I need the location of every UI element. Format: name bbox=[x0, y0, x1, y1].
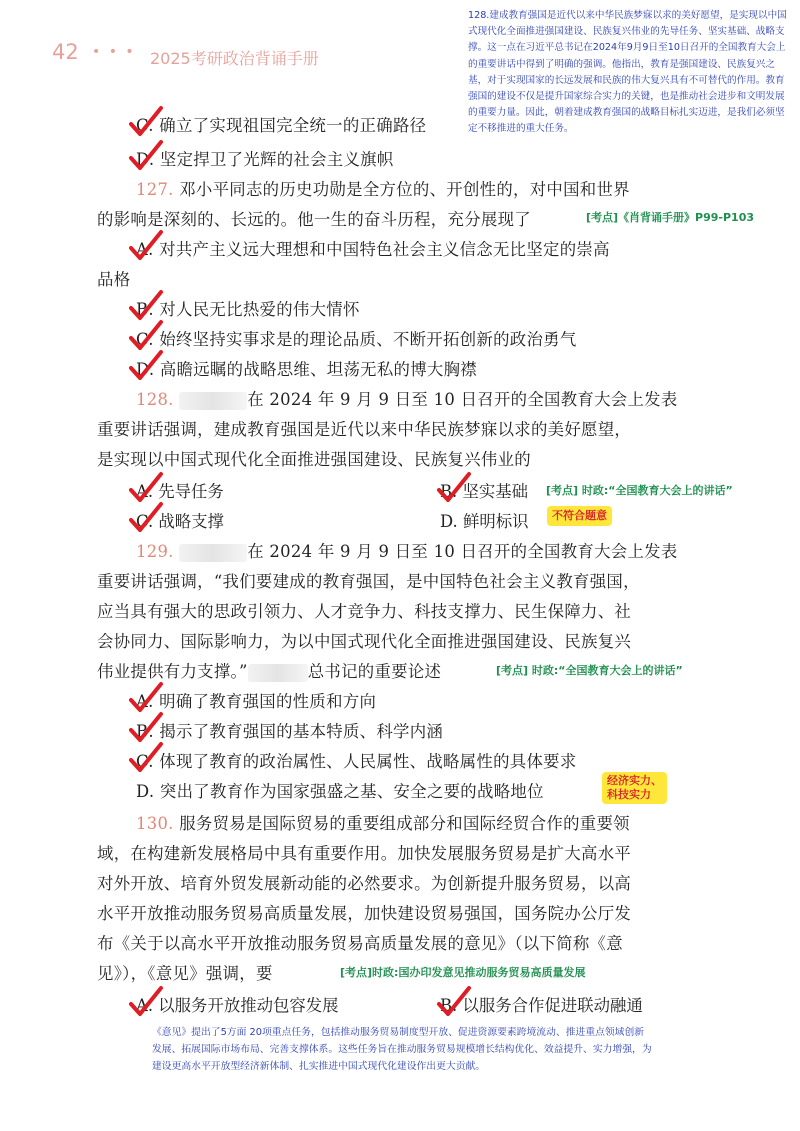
check-mark-icon bbox=[436, 470, 472, 504]
q126-option-d: D. 坚定捍卫了光辉的社会主义旗帜 bbox=[136, 150, 394, 169]
handwritten-note-bottom: 《意见》提出了5方面 20项重点任务，包括推动服务贸易制度型开放、促进资源要素跨境流动、推进重点领域创新发展、拓展国际市场布局、完善支撑体系。这些任务旨在推动服务贸易规模增长结构优化、效益提升、实力增强，为建设更高水平开放型经济新体制、扎实推进中国式现代化建设作出更大贡献。 bbox=[152, 1027, 652, 1072]
q127-option-a-cont: 品格 bbox=[97, 270, 131, 289]
check-mark-icon bbox=[128, 500, 164, 534]
q128-option-c: C. 战略支撑 bbox=[136, 512, 224, 531]
q129-option-a: A. 明确了教育强国的性质和方向 bbox=[136, 692, 377, 711]
check-mark-icon bbox=[128, 318, 164, 352]
q129-stem-3: 应当具有强大的思政引领力、人才竞争力、科技支撑力、民生保障力、社 bbox=[97, 602, 632, 621]
redacted-name bbox=[179, 392, 247, 410]
q128-tag: [考点] 时政:“全国教育大会上的讲话” bbox=[546, 484, 733, 497]
check-mark-icon bbox=[128, 138, 164, 172]
q127-option-a: A. 对共产主义远大理想和中国特色社会主义信念无比坚定的崇高 bbox=[136, 240, 610, 259]
header-dots: • • • bbox=[92, 44, 136, 60]
q128-option-d: D. 鲜明标识 bbox=[440, 512, 529, 531]
check-mark-icon bbox=[128, 740, 164, 774]
q128-highlight-not-fit: 不符合题意 bbox=[547, 506, 612, 526]
q128-stem-1: 128. 在 2024 年 9 月 9 日至 10 日召开的全国教育大会上发表 bbox=[136, 390, 678, 409]
q127-option-c: C. 始终坚持实事求是的理论品质、不断开拓创新的政治勇气 bbox=[136, 330, 577, 349]
check-mark-icon bbox=[128, 984, 164, 1018]
q129-stem-4: 会协同力、国际影响力，为以中国式现代化全面推进强国建设、民族复兴 bbox=[97, 632, 632, 651]
q129-stem-2: 重要讲话强调，“我们要建成的教育强国，是中国特色社会主义教育强国， bbox=[97, 572, 640, 591]
q130-tag: [考点]时政:国办印发意见推动服务贸易高质量发展 bbox=[340, 966, 586, 979]
check-mark-icon bbox=[128, 470, 164, 504]
check-mark-icon bbox=[128, 288, 164, 322]
q129-number: 129. bbox=[136, 542, 174, 561]
q130-stem-2: 域，在构建新发展格局中具有重要作用。加快发展服务贸易是扩大高水平 bbox=[97, 844, 632, 863]
q127-stem-1: 127. 邓小平同志的历史功勋是全方位的、开创性的，对中国和世界 bbox=[136, 180, 630, 199]
q128-option-a: A. 先导任务 bbox=[136, 482, 224, 501]
redacted-name bbox=[179, 544, 247, 562]
q127-tag: [考点]《肖背诵手册》P99-P103 bbox=[586, 211, 755, 224]
q130-stem-4: 水平开放推动服务贸易高质量发展，加快建设贸易强国，国务院办公厅发 bbox=[97, 904, 632, 923]
q130-stem-6: 见》），《意见》强调，要 bbox=[97, 964, 273, 983]
q127-option-d: D. 高瞻远瞩的战略思维、坦荡无私的博大胸襟 bbox=[136, 360, 477, 379]
q128-stem-2: 重要讲话强调，建成教育强国是近代以来中华民族梦寐以求的美好愿望， bbox=[97, 420, 632, 439]
q129-tag: [考点] 时政:“全国教育大会上的讲话” bbox=[496, 664, 683, 677]
q129-option-c: C. 体现了教育的政治属性、人民属性、战略属性的具体要求 bbox=[136, 752, 577, 771]
page-number: 42 bbox=[52, 40, 79, 64]
q129-option-b: B. 揭示了教育强国的基本特质、科学内涵 bbox=[136, 722, 444, 741]
book-title: 2025考研政治背诵手册 bbox=[150, 49, 319, 68]
q129-option-d: D. 突出了教育作为国家强盛之基、安全之要的战略地位 bbox=[136, 782, 544, 801]
q130-option-a: A. 以服务开放推动包容发展 bbox=[136, 996, 339, 1015]
redacted-name bbox=[248, 664, 308, 682]
q127-option-b: B. 对人民无比热爱的伟大情怀 bbox=[136, 300, 360, 319]
check-mark-icon bbox=[128, 228, 164, 262]
check-mark-icon bbox=[128, 104, 164, 138]
q130-stem-3: 对外开放、培育外贸发展新动能的必然要求。为创新提升服务贸易，以高 bbox=[97, 874, 632, 893]
q130-option-b: B. 以服务合作促进联动融通 bbox=[440, 996, 643, 1015]
q128-option-b: B. 坚实基础 bbox=[440, 482, 529, 501]
check-mark-icon bbox=[128, 680, 164, 714]
handwritten-note-top: 128.建成教育强国是近代以来中华民族梦寐以求的美好愿望，是实现以中国式现代化全面推进强国建设、民族复兴伟业的先导任务、坚实基础、战略支撑。这一点在习近平总书记在2024年9月9日至10日召开的全国教育大会上的重要讲话中得到了明确的强调。他指出，教育是强国建设、民族复兴之基，对于实现国家的长远发展和民族的伟大复兴具有不可替代的作用。教育强国的建设不仅是提升国家综合实力的关键，也是推动社会进步和文明发展的重要力量。因此，朝着建成教育强国的战略目标扎实迈进，是我们必须坚定不移推进的重大任务。 bbox=[468, 10, 787, 135]
q130-number: 130. bbox=[136, 814, 174, 833]
check-mark-icon bbox=[128, 348, 164, 382]
q127-number: 127. bbox=[136, 180, 174, 199]
check-mark-icon bbox=[436, 984, 472, 1018]
q129-stem-1: 129. 在 2024 年 9 月 9 日至 10 日召开的全国教育大会上发表 bbox=[136, 542, 678, 561]
q129-highlight-strength: 经济实力、 科技实力 bbox=[602, 772, 667, 804]
q130-stem-1: 130. 服务贸易是国际贸易的重要组成部分和国际经贸合作的重要领 bbox=[136, 814, 630, 833]
q126-option-c: C. 确立了实现祖国完全统一的正确路径 bbox=[136, 116, 427, 135]
q129-stem-5: 伟业提供有力支撑。” 总书记的重要论述 bbox=[97, 662, 442, 681]
q128-number: 128. bbox=[136, 390, 174, 409]
q128-stem-3: 是实现以中国式现代化全面推进强国建设、民族复兴伟业的 bbox=[97, 450, 531, 469]
q127-stem-2: 的影响是深刻的、长远的。他一生的奋斗历程，充分展现了 bbox=[97, 210, 531, 229]
q130-stem-5: 布《关于以高水平开放推动服务贸易高质量发展的意见》（以下简称《意 bbox=[97, 934, 623, 953]
check-mark-icon bbox=[128, 710, 164, 744]
